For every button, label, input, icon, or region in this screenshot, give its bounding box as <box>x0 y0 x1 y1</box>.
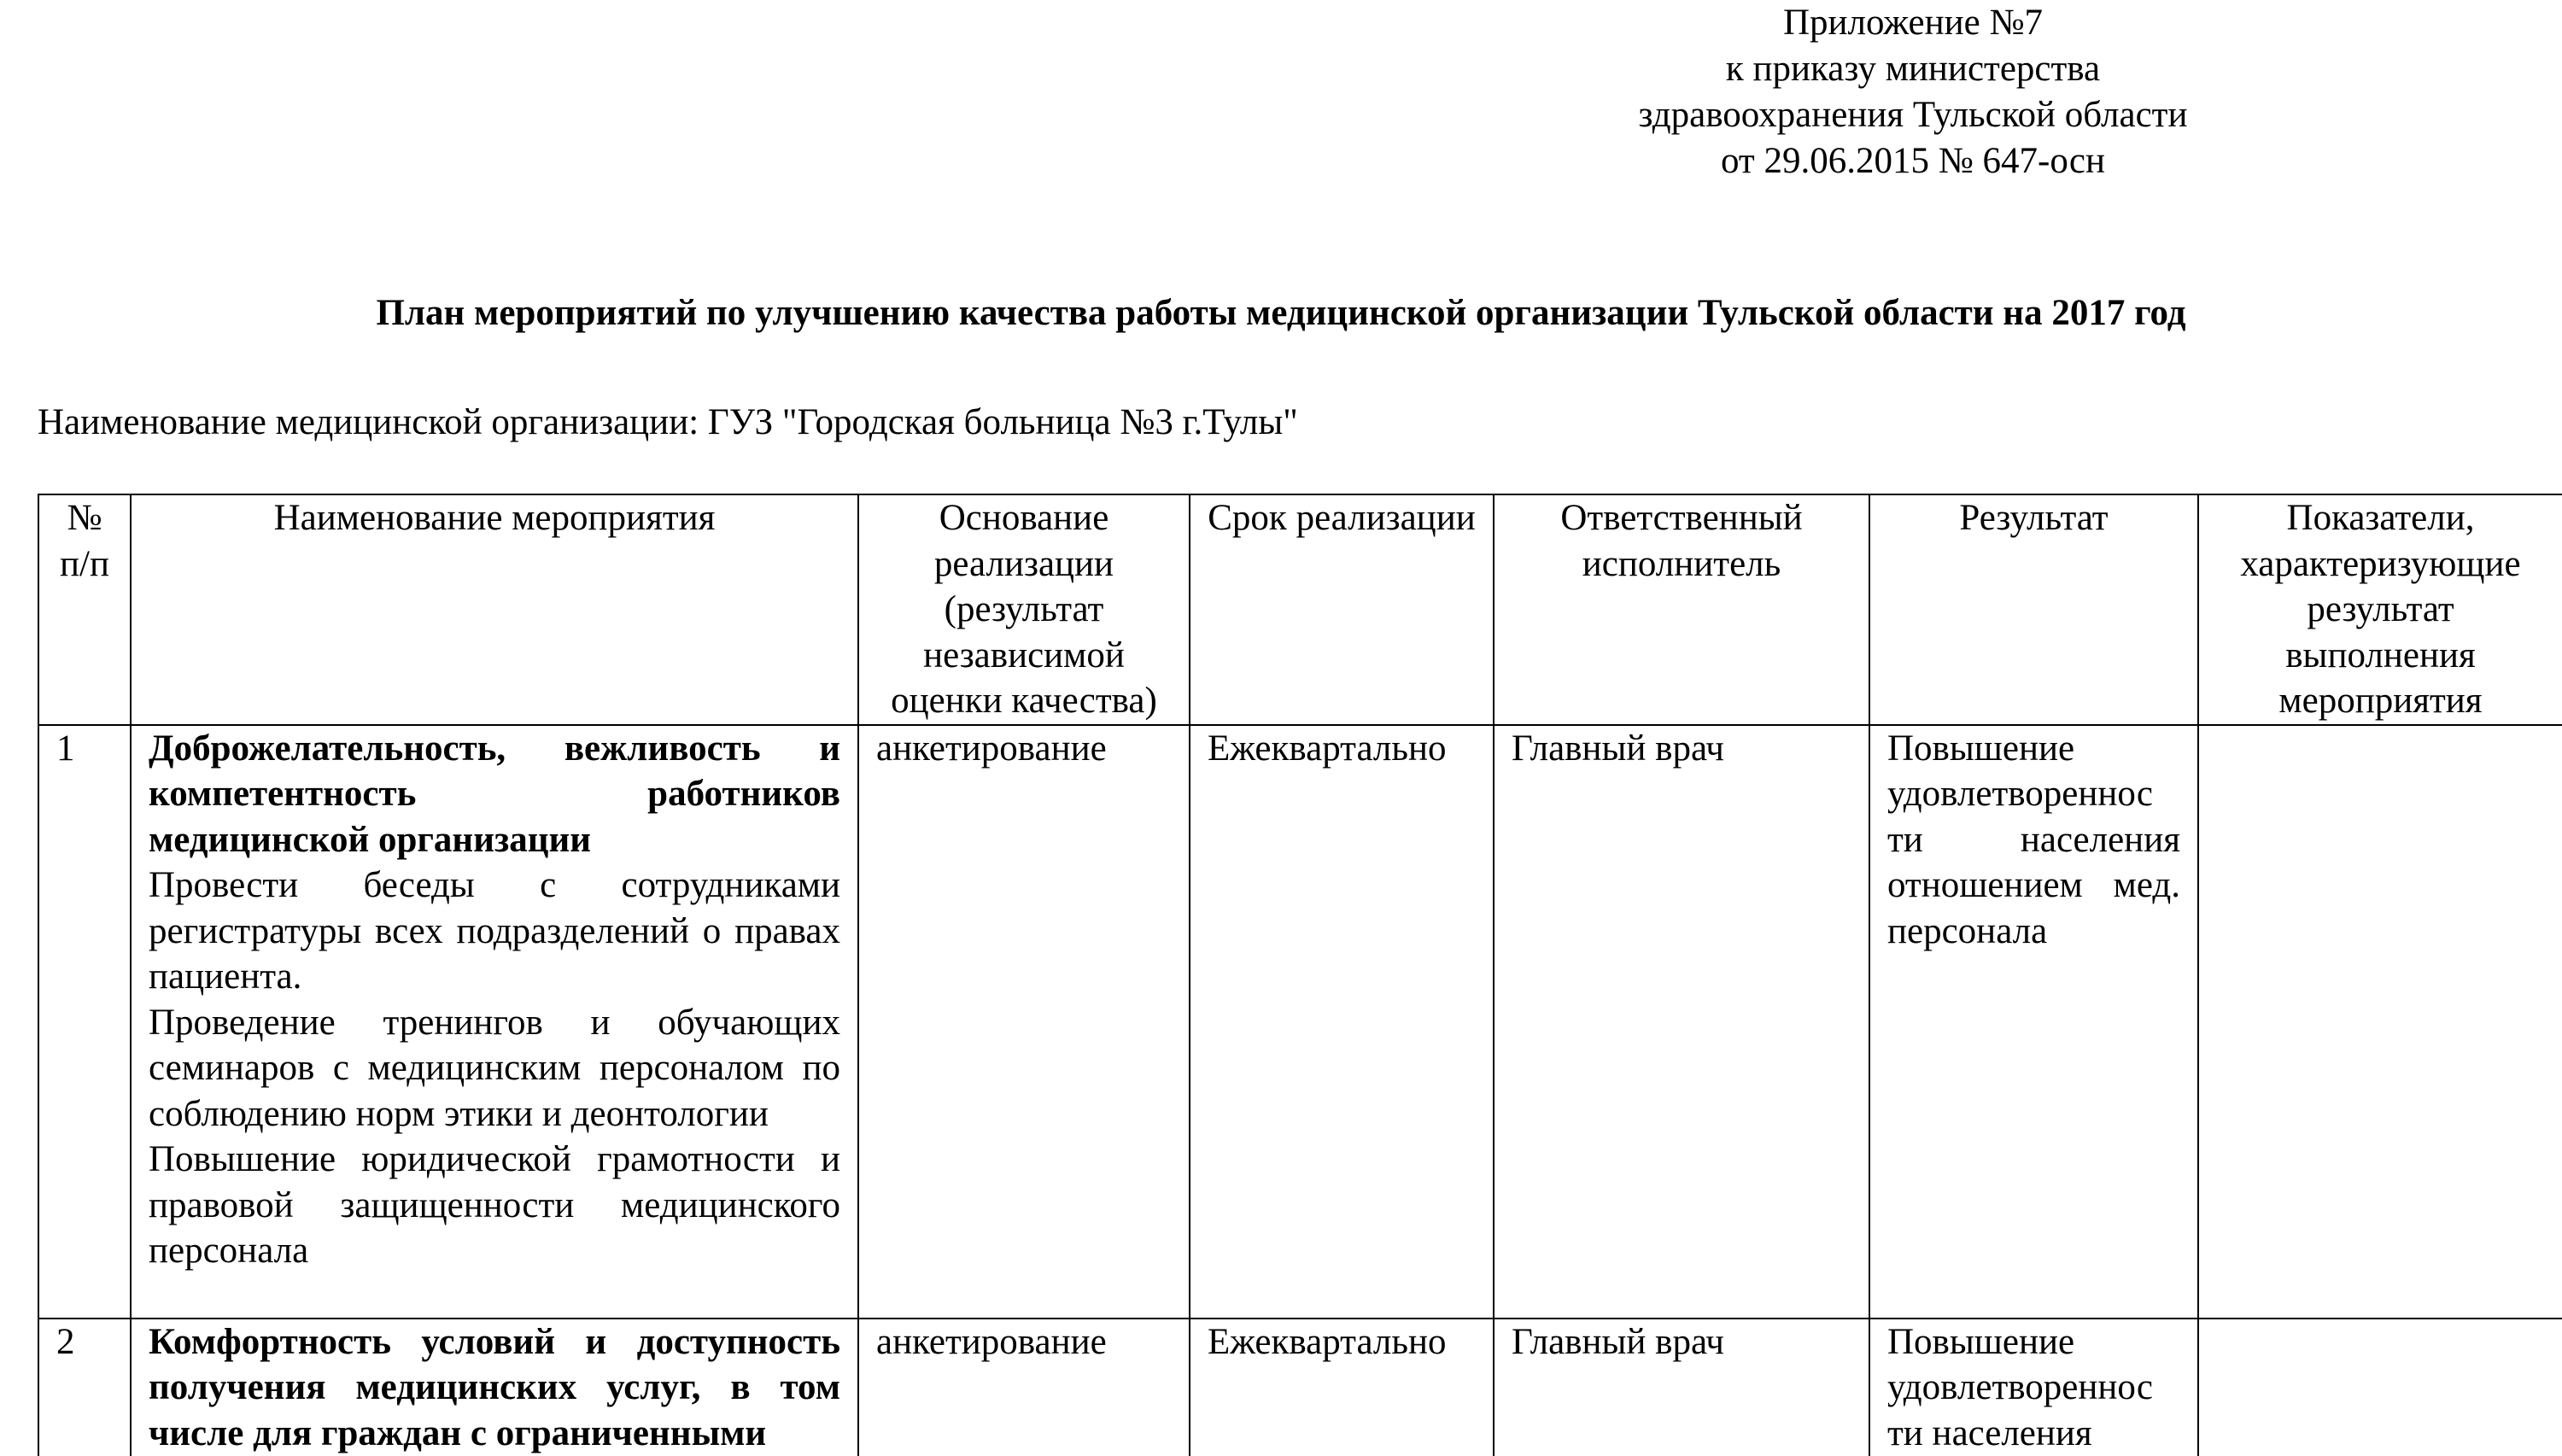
header-num: № п/п <box>38 494 131 725</box>
plan-table <box>38 494 2562 1456</box>
basis-cell: анкетирование <box>858 725 1190 1319</box>
table-row <box>38 1319 2562 1456</box>
activity-heading: Доброжелательность, вежливость и компетентность работников медицинской организации <box>149 728 840 860</box>
row-number: 2 <box>38 1319 131 1456</box>
header-result: Результат <box>1869 494 2198 725</box>
indicators-cell <box>2198 1319 2562 1456</box>
header-term: Срок реализации <box>1190 494 1494 725</box>
document-title: План мероприятий по улучшению качества работы медицинской организации Тульской области на 2017 год <box>376 293 2186 333</box>
basis-cell: анкетирование <box>858 1319 1190 1456</box>
activity-item: Провести беседы с сотрудниками регистратуры всех подразделений о правах пациента. <box>149 865 840 997</box>
header-responsible: Ответственный исполнитель <box>1494 494 1869 725</box>
organization-name: Наименование медицинской организации: ГУЗ "Городская больница №3 г.Тулы" <box>38 402 1298 442</box>
appendix-order: к приказу министерства <box>1725 49 2101 89</box>
activity-heading: Комфортность условий и доступность получения медицинских услуг, в том числе для граждан с ограниченными <box>149 1321 840 1453</box>
result-cell: Повышение удовлетвореннос ти населения отношением мед. персонала <box>1869 725 2198 1319</box>
row-number: 1 <box>38 725 131 1319</box>
activity-item: Повышение юридической грамотности и правовой защищенности медицинского персонала <box>149 1139 840 1271</box>
activity-cell <box>131 725 858 1319</box>
term-cell: Ежеквартально <box>1190 1319 1494 1456</box>
responsible-cell: Главный врач <box>1494 725 1869 1319</box>
activity-cell <box>131 1319 858 1456</box>
activity-item: Проведение тренингов и обучающих семинаров с медицинским персоналом по соблюдению норм этики и деонтологии <box>149 1002 840 1134</box>
indicators-cell <box>2198 725 2562 1319</box>
appendix-date: от 29.06.2015 № 647-осн <box>1721 141 2105 181</box>
term-cell: Ежеквартально <box>1190 725 1494 1319</box>
appendix-ministry: здравоохранения Тульской области <box>1638 95 2188 135</box>
header-indicators: Показатели, характеризующие результат выполнения мероприятия <box>2198 494 2562 725</box>
table-header-row <box>38 494 2562 725</box>
header-basis: Основание реализации (результат независимой оценки качества) <box>858 494 1190 725</box>
table-row <box>38 725 2562 1319</box>
responsible-cell: Главный врач <box>1494 1319 1869 1456</box>
appendix-block <box>1588 0 2237 184</box>
header-name: Наименование мероприятия <box>131 494 858 725</box>
appendix-number: Приложение №7 <box>1782 3 2044 43</box>
result-cell: Повышение удовлетвореннос ти населения <box>1869 1319 2198 1456</box>
